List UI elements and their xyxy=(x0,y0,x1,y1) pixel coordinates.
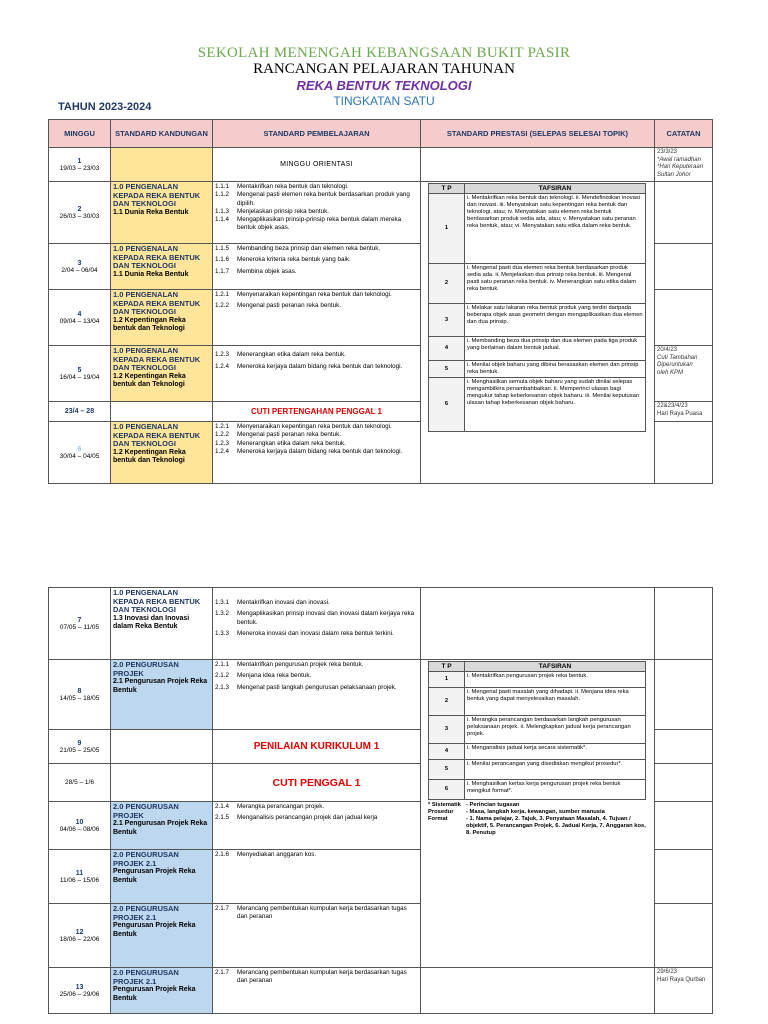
holiday-label: CUTI PERTENGAHAN PENGGAL 1 xyxy=(213,402,421,422)
kandungan-sub: 1.2 Kepentingan Reka bentuk dan Teknologi xyxy=(113,316,186,332)
kandungan-title: 2.0 PENGURUSAN PROJEK 2.1 xyxy=(113,904,179,922)
week-cell xyxy=(49,850,111,904)
sp-code: 1.3.1 xyxy=(215,599,230,606)
sp-code: 1.2.3 xyxy=(215,439,230,447)
sp-code: 1.2.2 xyxy=(215,302,230,310)
week-number: 2 xyxy=(77,205,82,213)
kandungan-title: 1.0 PENGENALAN KEPADA REKA BENTUK DAN TEKNOLOGI xyxy=(113,244,201,270)
week-dates: 11/06 – 15/06 xyxy=(59,876,100,884)
exam-label: PENILAIAN KURIKULUM 1 xyxy=(213,730,421,764)
sp-text: Menjelaskan prinsip reka bentuk. xyxy=(237,207,330,215)
week-dates: 25/06 – 29/06 xyxy=(59,990,100,998)
holiday-label: CUTI PENGGAL 1 xyxy=(213,764,421,802)
tp-level: 6 xyxy=(429,378,465,432)
week-number: 13 xyxy=(75,983,84,991)
tp-level: 1 xyxy=(429,194,465,264)
sp-text: Menyediakan anggaran kos. xyxy=(237,851,317,858)
sp-code: 1.3.3 xyxy=(215,629,230,637)
col-catatan: CATATAN xyxy=(655,120,713,148)
sp-text: Mentakrifkan pengurusan projek reka bentuk. xyxy=(237,661,364,668)
kandungan-sub: 1.2 Kepentingan Reka bentuk dan Teknologi xyxy=(113,372,186,388)
week-dates: 09/04 – 13/04 xyxy=(59,317,100,325)
sp-code: 2.1.6 xyxy=(215,851,230,858)
sp-text: Mentakrifkan inovasi dan inovasi. xyxy=(237,599,330,606)
catatan-cell xyxy=(655,968,713,1014)
pembelajaran-cell xyxy=(213,660,421,730)
sp-text: Menerangkan etika dalam reka bentuk. xyxy=(237,439,346,447)
sp-text: Mengenal pasti peranan reka bentuk. xyxy=(237,302,341,310)
sp-text: Mengenal pasti langkah pengurusan pelaksanaan projek. xyxy=(237,683,397,691)
week-cell xyxy=(49,968,111,1014)
week-cell xyxy=(49,290,111,346)
pembelajaran-cell xyxy=(213,968,421,1014)
week-number: 5 xyxy=(77,366,82,374)
prestasi-cell xyxy=(421,148,655,182)
week-number: 9 xyxy=(77,739,82,747)
tafsiran-text: i. Membanding beza dua prinsip dan dua elemen pada tiga produk yang berlainan dalam bentuk jadual. xyxy=(465,337,646,361)
week-cell xyxy=(49,244,111,290)
sp-text: Meneroka kerjaya dalam bidang reka bentuk dan teknologi. xyxy=(237,363,403,371)
week-cell xyxy=(49,402,111,422)
week-cell xyxy=(49,802,111,850)
tafsiran-table-2 xyxy=(428,661,646,800)
sp-code: 1.1.7 xyxy=(215,267,230,275)
catatan-line: *Hari Keputeraan Sultan Johor xyxy=(657,164,704,178)
tafsiran-text: i. Melakar satu lakaran reka bentuk produk yang terdiri daripada beberapa objek asas geometri dengan mengaplikasikan dua elemen dan dua prinsip. xyxy=(465,304,646,337)
kandungan-cell xyxy=(111,968,213,1014)
pembelajaran-cell xyxy=(213,802,421,850)
prestasi-cell xyxy=(421,968,655,1014)
week-dates: 19/03 – 23/03 xyxy=(59,164,100,172)
kandungan-cell xyxy=(111,402,213,422)
prestasi-cell xyxy=(421,588,655,660)
sp-text: Menerangkan etika dalam reka bentuk. xyxy=(237,351,346,358)
catatan-line: 22&23/4/23 xyxy=(657,403,688,409)
sp-code: 1.2.1 xyxy=(215,291,230,298)
orientation-text: MINGGU ORIENTASI xyxy=(213,148,421,182)
pembelajaran-cell xyxy=(213,244,421,290)
week-cell xyxy=(49,904,111,968)
form-title: TINGKATAN SATU xyxy=(333,94,435,108)
sp-code: 2.1.2 xyxy=(215,672,230,680)
tp-header: T P xyxy=(429,184,465,194)
sp-code: 1.2.4 xyxy=(215,447,230,455)
sp-code: 2.1.1 xyxy=(215,661,230,668)
kandungan-title: 1.0 PENGENALAN KEPADA REKA BENTUK DAN TEKNOLOGI xyxy=(113,588,201,614)
plan-title: RANCANGAN PELAJARAN TAHUNAN xyxy=(253,61,515,77)
tafsiran-header: TAFSIRAN xyxy=(465,184,646,194)
kandungan-sub: Pengurusan Projek Reka Bentuk xyxy=(113,868,196,884)
kandungan-cell xyxy=(111,346,213,402)
week-number: 1 xyxy=(77,157,82,165)
sp-code: 2.1.7 xyxy=(215,905,230,912)
tp-level: 4 xyxy=(429,744,465,760)
catatan-cell xyxy=(655,802,713,850)
tafsiran-text: i. Mentakrifkan pengurusan projek reka bentuk. xyxy=(465,672,646,688)
catatan-line: 23/3/23 xyxy=(657,149,678,155)
note-key: Prosedur xyxy=(428,809,454,815)
sp-code: 1.2.4 xyxy=(215,363,230,371)
kandungan-sub: 2.1 Pengurusan Projek Reka Bentuk xyxy=(113,678,208,694)
kandungan-cell xyxy=(111,802,213,850)
catatan-cell xyxy=(655,904,713,968)
catatan-line: 29/6/23 xyxy=(657,969,678,975)
tp-level: 5 xyxy=(429,760,465,780)
week-dates: 04/06 – 08/06 xyxy=(59,825,100,833)
catatan-line: Hari Raya Puasa xyxy=(657,410,703,417)
tp-header: T P xyxy=(429,662,465,672)
sp-text: Mengenal pasti peranan reka bentuk. xyxy=(237,431,341,439)
note-key: Format xyxy=(428,816,448,822)
kandungan-cell xyxy=(111,904,213,968)
sp-code: 2.1.4 xyxy=(215,803,230,810)
week-dates: 18/06 – 22/06 xyxy=(59,935,100,943)
tp-level: 4 xyxy=(429,337,465,361)
kandungan-sub: Pengurusan Projek Reka Bentuk xyxy=(113,922,196,938)
tp-level: 1 xyxy=(429,672,465,688)
sp-code: 1.2.2 xyxy=(215,431,230,439)
catatan-line: 20/4/23 xyxy=(657,347,678,353)
table-row xyxy=(49,148,713,182)
catatan-line: Hari Raya Qurban xyxy=(657,976,706,983)
note-value: - 1. Nama pelajar, 2. Tajuk, 3. Penyataan Masalah, 4. Tujuan / objektif, 5. Perancangan Projek, 6. Jadual Kerja, 7. Anggaran kos, 8. Penutup xyxy=(466,816,646,836)
plan-table-2 xyxy=(48,587,713,1014)
prestasi-cell xyxy=(655,422,713,484)
week-cell xyxy=(49,764,111,802)
kandungan-cell xyxy=(111,764,213,802)
sp-text: Merancang pembentukan kumpulan kerja berdasarkan tugas dan peranan xyxy=(237,969,407,985)
kandungan-cell xyxy=(111,660,213,730)
tafsiran-text: i. Merangka perancangan berdasarkan langkah pengurusan pelaksanaan projek. ii. Melengkapkan jadual kerja perancangan projek. xyxy=(465,716,646,744)
kandungan-cell xyxy=(111,182,213,244)
sp-text: Meneroka kriteria reka bentuk yang baik. xyxy=(237,256,351,264)
catatan-line: oleh KPM xyxy=(657,369,684,376)
week-number: 8 xyxy=(77,687,82,695)
catatan-cell xyxy=(655,290,713,346)
catatan-cell xyxy=(655,402,713,422)
sp-code: 2.1.7 xyxy=(215,969,230,976)
kandungan-cell xyxy=(111,148,213,182)
week-number: 12 xyxy=(75,928,84,936)
subject-title: REKA BENTUK TEKNOLOGI xyxy=(296,78,472,93)
week-cell xyxy=(49,182,111,244)
table-row xyxy=(49,968,713,1014)
catatan-cell xyxy=(655,244,713,290)
week-cell xyxy=(49,346,111,402)
week-cell xyxy=(49,422,111,484)
sp-code: 1.1.1 xyxy=(215,183,230,190)
week-number: 10 xyxy=(75,818,84,826)
catatan-cell xyxy=(655,730,713,764)
sp-text: Membanding beza prinsip dan elemen reka bentuk. xyxy=(237,245,381,252)
tp-level: 2 xyxy=(429,264,465,304)
pembelajaran-cell xyxy=(213,588,421,660)
sp-code: 1.1.3 xyxy=(215,207,230,215)
week-dates: 16/04 – 19/04 xyxy=(59,373,100,381)
week-cell xyxy=(49,148,111,182)
sp-text: Membina objek asas. xyxy=(237,267,297,275)
catatan-cell xyxy=(655,660,713,730)
sp-text: Menganalisis perancangan projek dan jadual kerja xyxy=(237,814,378,822)
pembelajaran-cell xyxy=(213,904,421,968)
tafsiran-text: i. Mengenal pasti masalah yang dihadapi. ii. Menjana idea reka bentuk yang dapat menyelesaikan masalah. xyxy=(465,688,646,716)
week-dates: 30/04 – 04/05 xyxy=(59,452,100,460)
week-dates: 26/03 – 30/03 xyxy=(59,212,100,220)
tafsiran-text: i. Menilai perancangan yang disediakan mengikut prosedur*. xyxy=(465,760,646,780)
sp-code: 2.1.3 xyxy=(215,683,230,691)
catatan-cell xyxy=(655,764,713,802)
table-row xyxy=(49,588,713,660)
catatan-line: *Awal ramadhan xyxy=(657,156,701,163)
sp-text: Menyenaraikan kepentingan reka bentuk dan teknologi. xyxy=(237,423,392,430)
kandungan-cell xyxy=(111,588,213,660)
sp-text: Meneroka kerjaya dalam bidang reka bentuk dan teknologi. xyxy=(237,447,403,455)
kandungan-cell xyxy=(111,730,213,764)
kandungan-sub: 2.1 Pengurusan Projek Reka Bentuk xyxy=(113,820,208,836)
col-minggu: MINGGU xyxy=(49,120,111,148)
tafsiran-header: TAFSIRAN xyxy=(465,662,646,672)
sp-code: 1.1.5 xyxy=(215,245,230,252)
kandungan-title: 2.0 PENGURUSAN PROJEK xyxy=(113,660,179,678)
col-standard-kandungan: STANDARD KANDUNGAN xyxy=(111,120,213,148)
kandungan-sub: 1.1 Dunia Reka Bentuk xyxy=(113,208,189,216)
week-number: 4 xyxy=(77,310,82,318)
tafsiran-text: i. Menghasilkan kertas kerja pengurusan projek reka bentuk mengikut format*. xyxy=(465,780,646,800)
notes-box xyxy=(428,802,646,837)
tafsiran-text: i. Menghasilkan semula objek baharu yang sudah dinilai selepas mengambilkira penambahbaikan. ii. Memperinci ulasan bagi mengukur tahap keberkesanan objek baharu. iii. Menilai keputusan ulasan tahap keberkesanan objek baharu. xyxy=(465,378,646,432)
catatan-cell xyxy=(655,850,713,904)
col-standard-pembelajaran: STANDARD PEMBELAJARAN xyxy=(213,120,421,148)
sp-text: Mengaplikasikan prinsip-prinsip reka bentuk dalam mereka bentuk objek asas. xyxy=(237,216,402,232)
tafsiran-text: i. Mengenal pasti dua elemen reka bentuk berdasarkan produk sedia ada. ii. Menjelaskan dua prinsip reka bentuk. iii. Mengenal pasti satu peranan reka bentuk. iv. Menerangkan satu etika dalam reka bentuk. xyxy=(465,264,646,304)
note-value: - Masa, langkah kerja, kewangan, sumber manusia xyxy=(466,809,605,815)
week-dates: 21/05 – 25/05 xyxy=(59,746,100,754)
note-key: * Sistematik xyxy=(428,802,461,808)
kandungan-title: 1.0 PENGENALAN KEPADA REKA BENTUK DAN TEKNOLOGI xyxy=(113,182,201,208)
week-dates: 28/5 – 1/6 xyxy=(65,779,94,786)
catatan-cell xyxy=(655,346,713,402)
sp-code: 1.2.3 xyxy=(215,351,230,358)
kandungan-title: 1.0 PENGENALAN KEPADA REKA BENTUK DAN TEKNOLOGI xyxy=(113,290,201,316)
sp-code: 1.1.4 xyxy=(215,216,230,224)
tafsiran-text: i. Mentakrifkan reka bentuk dan teknologi. ii. Mendefinisikan inovasi dan inovasi. iii. Menyatakan satu kepentingan reka bentuk dan teknologi, atau; iv. Menyatakan satu elemen reka bentuk berdasarkan produk sedia ada, atau; v. Menyatakan satu peranan reka bentuk, atau; vi. Menyatakan satu etika dalam reka bentuk. xyxy=(465,194,646,264)
sp-text: Merancang pembentukan kumpulan kerja berdasarkan tugas dan peranan xyxy=(237,905,407,921)
week-number: 11 xyxy=(75,869,84,877)
tp-level: 6 xyxy=(429,780,465,800)
catatan-cell xyxy=(655,148,713,182)
sp-text: Merangka perancangan projek. xyxy=(237,803,325,810)
col-standard-prestasi: STANDARD PRESTASI (SELEPAS SELESAI TOPIK) xyxy=(421,120,655,148)
sp-text: Mengaplikasikan prinsip inovasi dan inovasi dalam kerjaya reka bentuk. xyxy=(237,610,415,626)
week-dates: 23/4 – 28 xyxy=(64,408,95,415)
kandungan-cell xyxy=(111,290,213,346)
week-cell xyxy=(49,660,111,730)
kandungan-title: 1.0 PENGENALAN KEPADA REKA BENTUK DAN TEKNOLOGI xyxy=(113,346,201,372)
sp-code: 1.1.2 xyxy=(215,191,230,199)
tp-level: 2 xyxy=(429,688,465,716)
week-dates: 14/05 – 18/05 xyxy=(59,694,100,702)
tp-level: 5 xyxy=(429,361,465,378)
sp-text: Meneroka inovasi dan inovasi dalam reka bentuk terkini. xyxy=(237,629,394,637)
pembelajaran-cell xyxy=(213,346,421,402)
tp-level: 3 xyxy=(429,716,465,744)
pembelajaran-cell xyxy=(213,850,421,904)
catatan-cell xyxy=(655,588,713,660)
week-number: 6 xyxy=(77,445,82,453)
kandungan-title: 2.0 PENGURUSAN PROJEK xyxy=(113,802,179,820)
kandungan-sub: 1.3 Inovasi dan Inovasi dalam Reka Bentuk xyxy=(113,614,190,630)
kandungan-title: 1.0 PENGENALAN KEPADA REKA BENTUK DAN TEKNOLOGI xyxy=(113,422,201,448)
week-cell xyxy=(49,588,111,660)
kandungan-sub: 1.1 Dunia Reka Bentuk xyxy=(113,270,189,278)
kandungan-sub: Pengurusan Projek Reka Bentuk xyxy=(113,986,196,1002)
kandungan-cell xyxy=(111,422,213,484)
pembelajaran-cell xyxy=(213,182,421,244)
catatan-line: Cuti Tambahan xyxy=(657,354,698,361)
note-value: - Perincian tugasan xyxy=(466,802,520,808)
year-label: TAHUN 2023-2024 xyxy=(58,101,152,113)
sp-code: 2.1.5 xyxy=(215,814,230,822)
sp-text: Menjana idea reka bentuk. xyxy=(237,672,312,680)
catatan-cell xyxy=(655,182,713,244)
tafsiran-text: i. Menganalisis jadual kerja secara sistematik*. xyxy=(465,744,646,760)
sp-text: Mengenal pasti elemen reka bentuk berdasarkan produk yang dipilih. xyxy=(237,191,410,207)
tafsiran-table-1 xyxy=(428,183,646,432)
sp-code: 1.2.1 xyxy=(215,423,230,430)
tp-level: 3 xyxy=(429,304,465,337)
kandungan-sub: 1.2 Kepentingan Reka bentuk dan Teknologi xyxy=(113,448,186,464)
tafsiran-text: i. Menilai objek baharu yang dibina berasaskan elemen dan prinsip reka bentuk. xyxy=(465,361,646,378)
sp-code: 1.1.6 xyxy=(215,256,230,264)
week-number: 7 xyxy=(77,616,82,624)
sp-text: Mentakrifkan reka bentuk dan teknologi. xyxy=(237,183,349,190)
kandungan-title: 2.0 PENGURUSAN PROJEK 2.1 xyxy=(113,968,179,986)
catatan-line: Diperuntukan xyxy=(657,362,693,368)
week-number: 3 xyxy=(77,259,82,267)
week-cell xyxy=(49,730,111,764)
kandungan-cell xyxy=(111,244,213,290)
sp-code: 1.3.2 xyxy=(215,610,230,618)
sp-text: Menyenaraikan kepentingan reka bentuk dan teknologi. xyxy=(237,291,392,298)
kandungan-cell xyxy=(111,850,213,904)
pembelajaran-cell xyxy=(213,290,421,346)
week-dates: 07/05 – 11/05 xyxy=(59,623,100,631)
kandungan-title: 2.0 PENGURUSAN PROJEK 2.1 xyxy=(113,850,179,868)
school-name: SEKOLAH MENENGAH KEBANGSAAN BUKIT PASIR xyxy=(197,45,571,61)
pembelajaran-cell xyxy=(213,422,421,484)
week-dates: 2/04 – 06/04 xyxy=(61,266,98,274)
